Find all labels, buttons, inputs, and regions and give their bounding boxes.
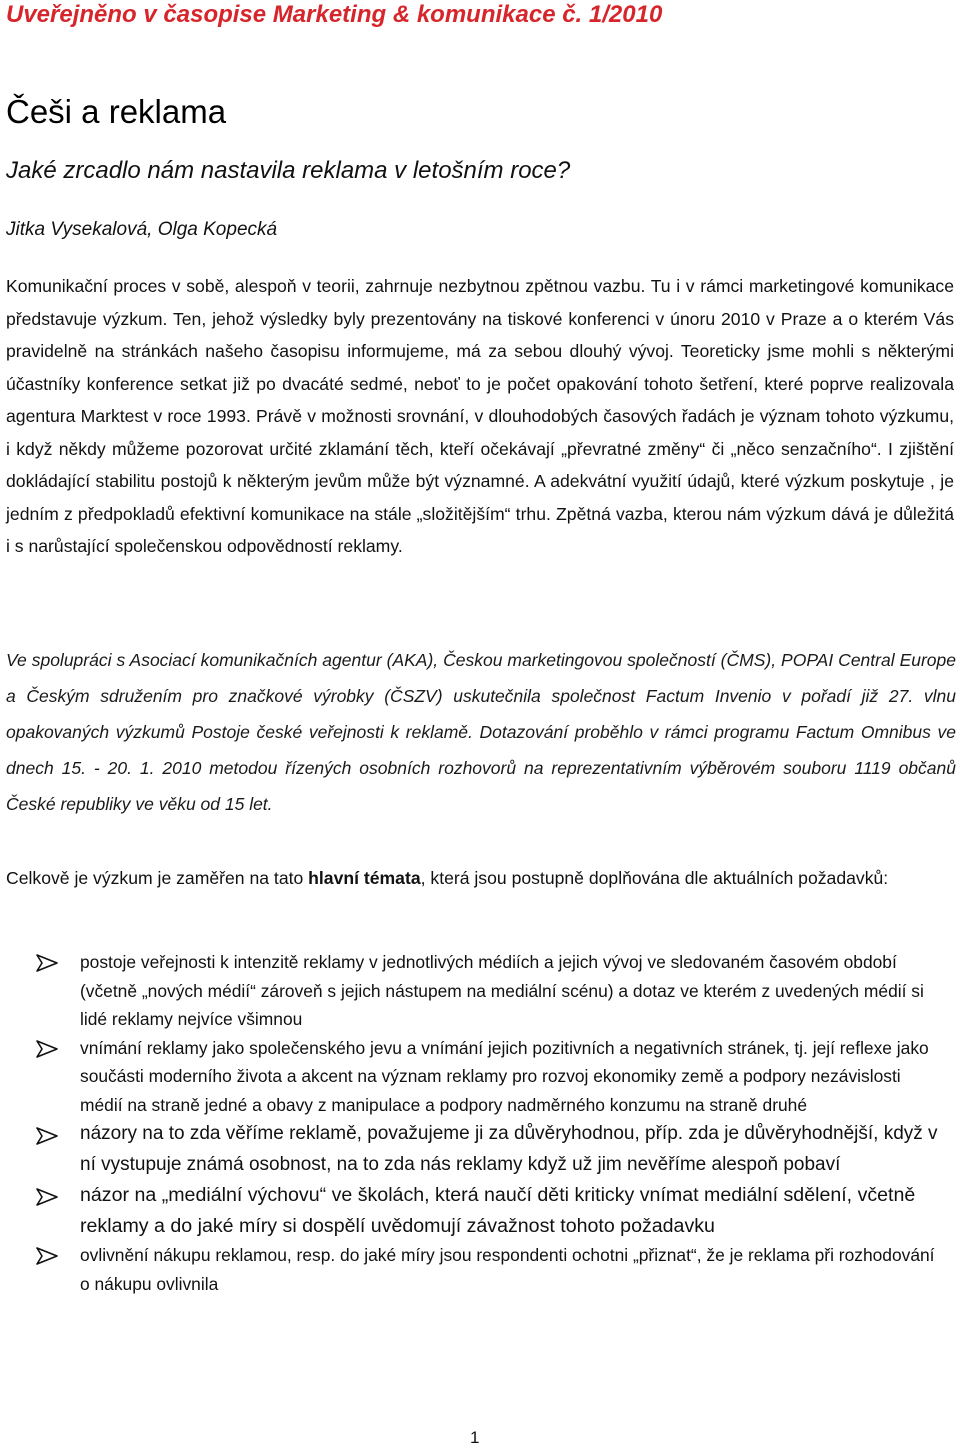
intro-paragraph: Komunikační proces v sobě, alespoň v teorii, zahrnuje nezbytnou zpětnou vazbu. Tu i v rámci marketingové komunikace představuje výzkum. Ten, jehož výsledky byly prezentovány na tiskové konferenci v únoru 2010 v Praze a o kterém Vás pravidelně na stránkách našeho časopisu informujeme, má za sebou dlouhý vývoj. Teoreticky jsme mohli s některými účastníky konference setkat již po dvacáté sedmé, neboť to je počet opakování tohoto šetření, které poprve realizovala agentura Marktest v roce 1993. Právě v možnosti srovnání, v dlouhodobých časových řadách je význam tohoto výzkumu, i když někdy můžeme pozorovat určité zklamání těch, kteří očekávají „převratné změny“ či „něco senzačního“. I zjištění dokládající stabilitu postojů k některým jevům může být významné. A adekvátní využití údajů, které výzkum poskytuje , je jedním z předpokladů efektivní komunikace na stále „složitějším“ trhu. Zpětná vazba, kterou nám výzkum dává je důležitá i s narůstající společenskou odpovědností reklamy. bbox=[6, 276, 954, 556]
publication-note: Uveřejněno v časopise Marketing & komunikace č. 1/2010 bbox=[6, 1, 663, 28]
topics-list bbox=[0, 948, 960, 1298]
list-item-text: názor na „mediální výchovu“ ve školách, která naučí děti kriticky vnímat mediální sdělení, včetně reklamy a do jaké míry si dospělí uvědomují závažnost tohoto požadavku bbox=[80, 1184, 916, 1237]
article-subtitle: Jaké zrcadlo nám nastavila reklama v letošním roce? bbox=[6, 157, 571, 184]
list-item-text: postoje veřejnosti k intenzitě reklamy v jednotlivých médiích a jejich vývoj ve sledovaném časovém období (včetně „nových médií“ zároveň s jejich nástupem na mediální scénu) a dotaz ve kterém z uvedených médií si lidé reklamy nejvíce všimnou bbox=[80, 952, 924, 1029]
list-item bbox=[0, 1241, 940, 1298]
methodology-paragraph: Ve spolupráci s Asociací komunikačních agentur (AKA), Českou marketingovou společností (ČMS), POPAI Central Europe a Českým sdružením pro značkové výrobky (ČSZV) uskutečnila společnost Factum Invenio v pořadí již 27. vlnu opakovaných výzkumů Postoje české veřejnosti k reklamě. Dotazování proběhlo v rámci programu Factum Omnibus ve dnech 15. - 20. 1. 2010 metodou řízených osobních rozhovorů na reprezentativním výběrovém souboru 1119 občanů České republiky ve věku od 15 let. bbox=[6, 650, 956, 814]
list-item-text: názory na to zda věříme reklamě, považujeme ji za důvěryhodnou, příp. zda je důvěryhodnější, když v ní vystupuje známá osobnost, na to zda nás reklamy když už jim nevěříme alespoň pobaví bbox=[80, 1123, 938, 1175]
list-item bbox=[0, 1119, 940, 1180]
list-item bbox=[0, 1180, 940, 1241]
page-number: 1 bbox=[470, 1428, 480, 1447]
arrow-bullet-icon bbox=[36, 1127, 58, 1145]
list-item-text: ovlivnění nákupu reklamou, resp. do jaké míry jsou respondenti ochotni „přiznat“, že je reklama při rozhodování o nákupu ovlivnila bbox=[80, 1245, 935, 1294]
arrow-bullet-icon bbox=[36, 1247, 58, 1265]
topics-intro-paragraph bbox=[6, 862, 946, 895]
arrow-bullet-icon bbox=[36, 1188, 58, 1206]
article-authors: Jitka Vysekalová, Olga Kopecká bbox=[6, 219, 278, 240]
list-item bbox=[0, 1034, 940, 1120]
list-item bbox=[0, 948, 940, 1034]
arrow-bullet-icon bbox=[36, 954, 58, 972]
arrow-bullet-icon bbox=[36, 1040, 58, 1058]
topics-intro-text-end: , která jsou postupně doplňována dle aktuálních požadavků: bbox=[420, 868, 889, 888]
article-title: Češi a reklama bbox=[6, 93, 227, 130]
topics-intro-text: Celkově je výzkum je zaměřen na tato bbox=[6, 868, 309, 888]
list-item-text: vnímání reklamy jako společenského jevu a vnímání jejich pozitivních a negativních stránek, tj. její reflexe jako součásti moderního života a akcent na význam reklamy pro rozvoj ekonomiky země a podpory nezávislosti médií na straně jedné a obavy z manipulace a podpory nadměrného konzumu na straně druhé bbox=[80, 1037, 929, 1115]
topics-intro-bold: hlavní témata bbox=[308, 868, 421, 888]
